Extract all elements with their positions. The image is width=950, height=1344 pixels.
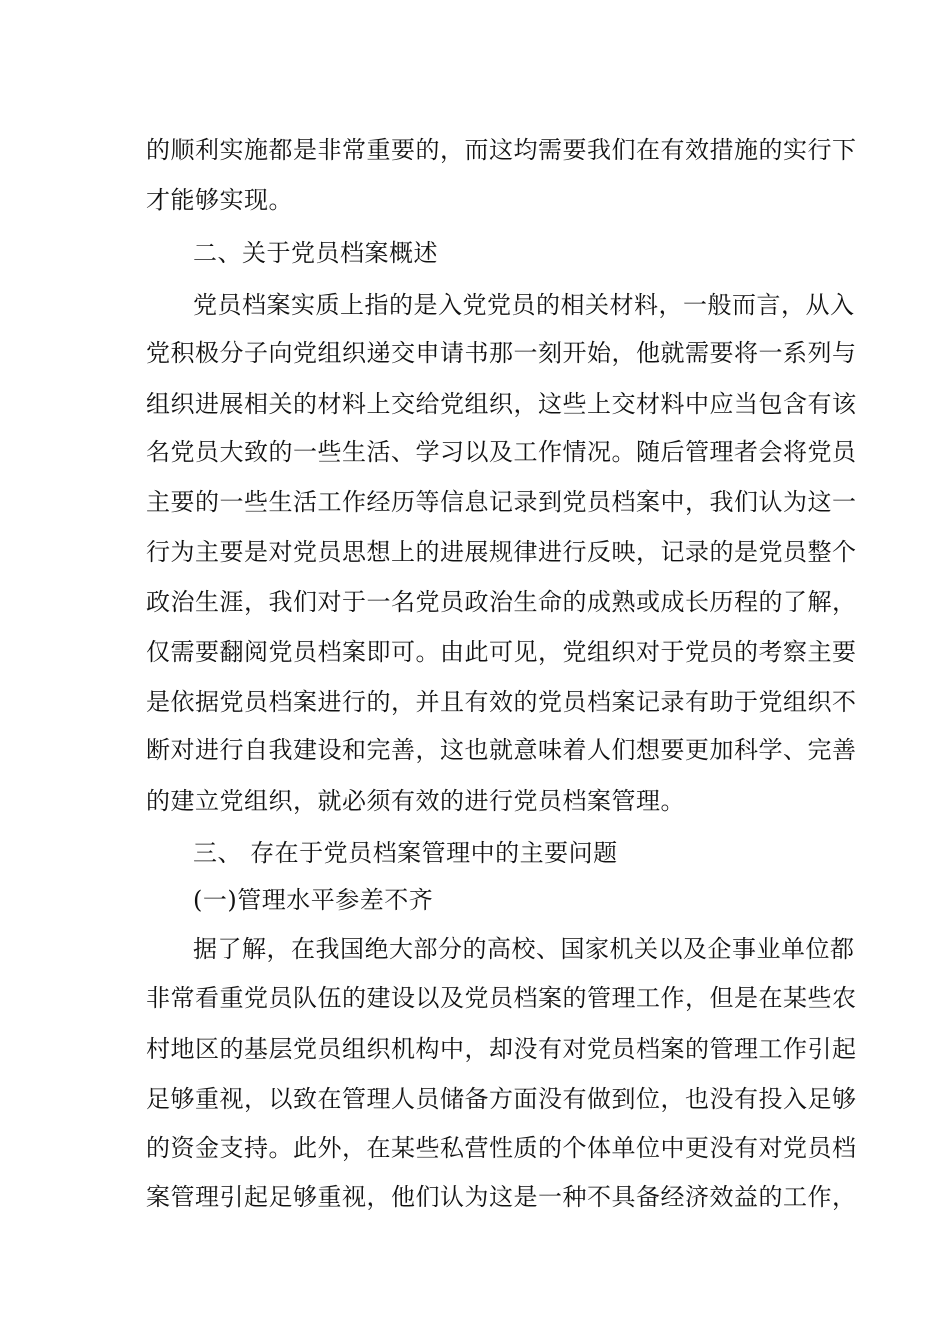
body-text-line: 政治生涯，我们对于一名党员政治生命的成熟或成长历程的了解，: [146, 588, 857, 616]
body-text-line: 村地区的基层党员组织机构中，却没有对党员档案的管理工作引起: [146, 1035, 857, 1063]
body-text-line: 的资金支持。此外，在某些私营性质的个体单位中更没有对党员档: [146, 1134, 857, 1162]
body-text-line: 主要的一些生活工作经历等信息记录到党员档案中，我们认为这一: [146, 488, 857, 516]
body-text-line: 行为主要是对党员思想上的进展规律进行反映，记录的是党员整个: [146, 538, 857, 566]
subsection-heading: (一)管理水平参差不齐: [193, 886, 434, 914]
body-text-line: 名党员大致的一些生活、学习以及工作情况。随后管理者会将党员: [146, 438, 857, 466]
body-text-line: 案管理引起足够重视，他们认为这是一种不具备经济效益的工作，: [146, 1183, 857, 1211]
body-text-line: 非常看重党员队伍的建设以及党员档案的管理工作，但是在某些农: [146, 984, 857, 1012]
body-text-line: 才能够实现。: [146, 186, 293, 214]
body-text-line: 党员档案实质上指的是入党党员的相关材料，一般而言，从入: [193, 291, 855, 319]
body-text-line: 仅需要翻阅党员档案即可。由此可见，党组织对于党员的考察主要: [146, 638, 857, 666]
body-text-line: 足够重视，以致在管理人员储备方面没有做到位，也没有投入足够: [146, 1085, 857, 1113]
section-heading: 三、 存在于党员档案管理中的主要问题: [193, 839, 618, 867]
body-text-line: 是依据党员档案进行的，并且有效的党员档案记录有助于党组织不: [146, 688, 857, 716]
body-text-line: 的建立党组织，就必须有效的进行党员档案管理。: [146, 787, 685, 815]
body-text-line: 党积极分子向党组织递交申请书那一刻开始，他就需要将一系列与: [146, 339, 857, 367]
body-text-line: 断对进行自我建设和完善，这也就意味着人们想要更加科学、完善: [146, 736, 857, 764]
body-text-line: 的顺利实施都是非常重要的，而这均需要我们在有效措施的实行下: [146, 136, 857, 164]
body-text-line: 组织进展相关的材料上交给党组织，这些上交材料中应当包含有该: [146, 390, 857, 418]
section-heading: 二、关于党员档案概述: [193, 239, 438, 267]
body-text-line: 据了解，在我国绝大部分的高校、国家机关以及企事业单位都: [193, 935, 855, 963]
